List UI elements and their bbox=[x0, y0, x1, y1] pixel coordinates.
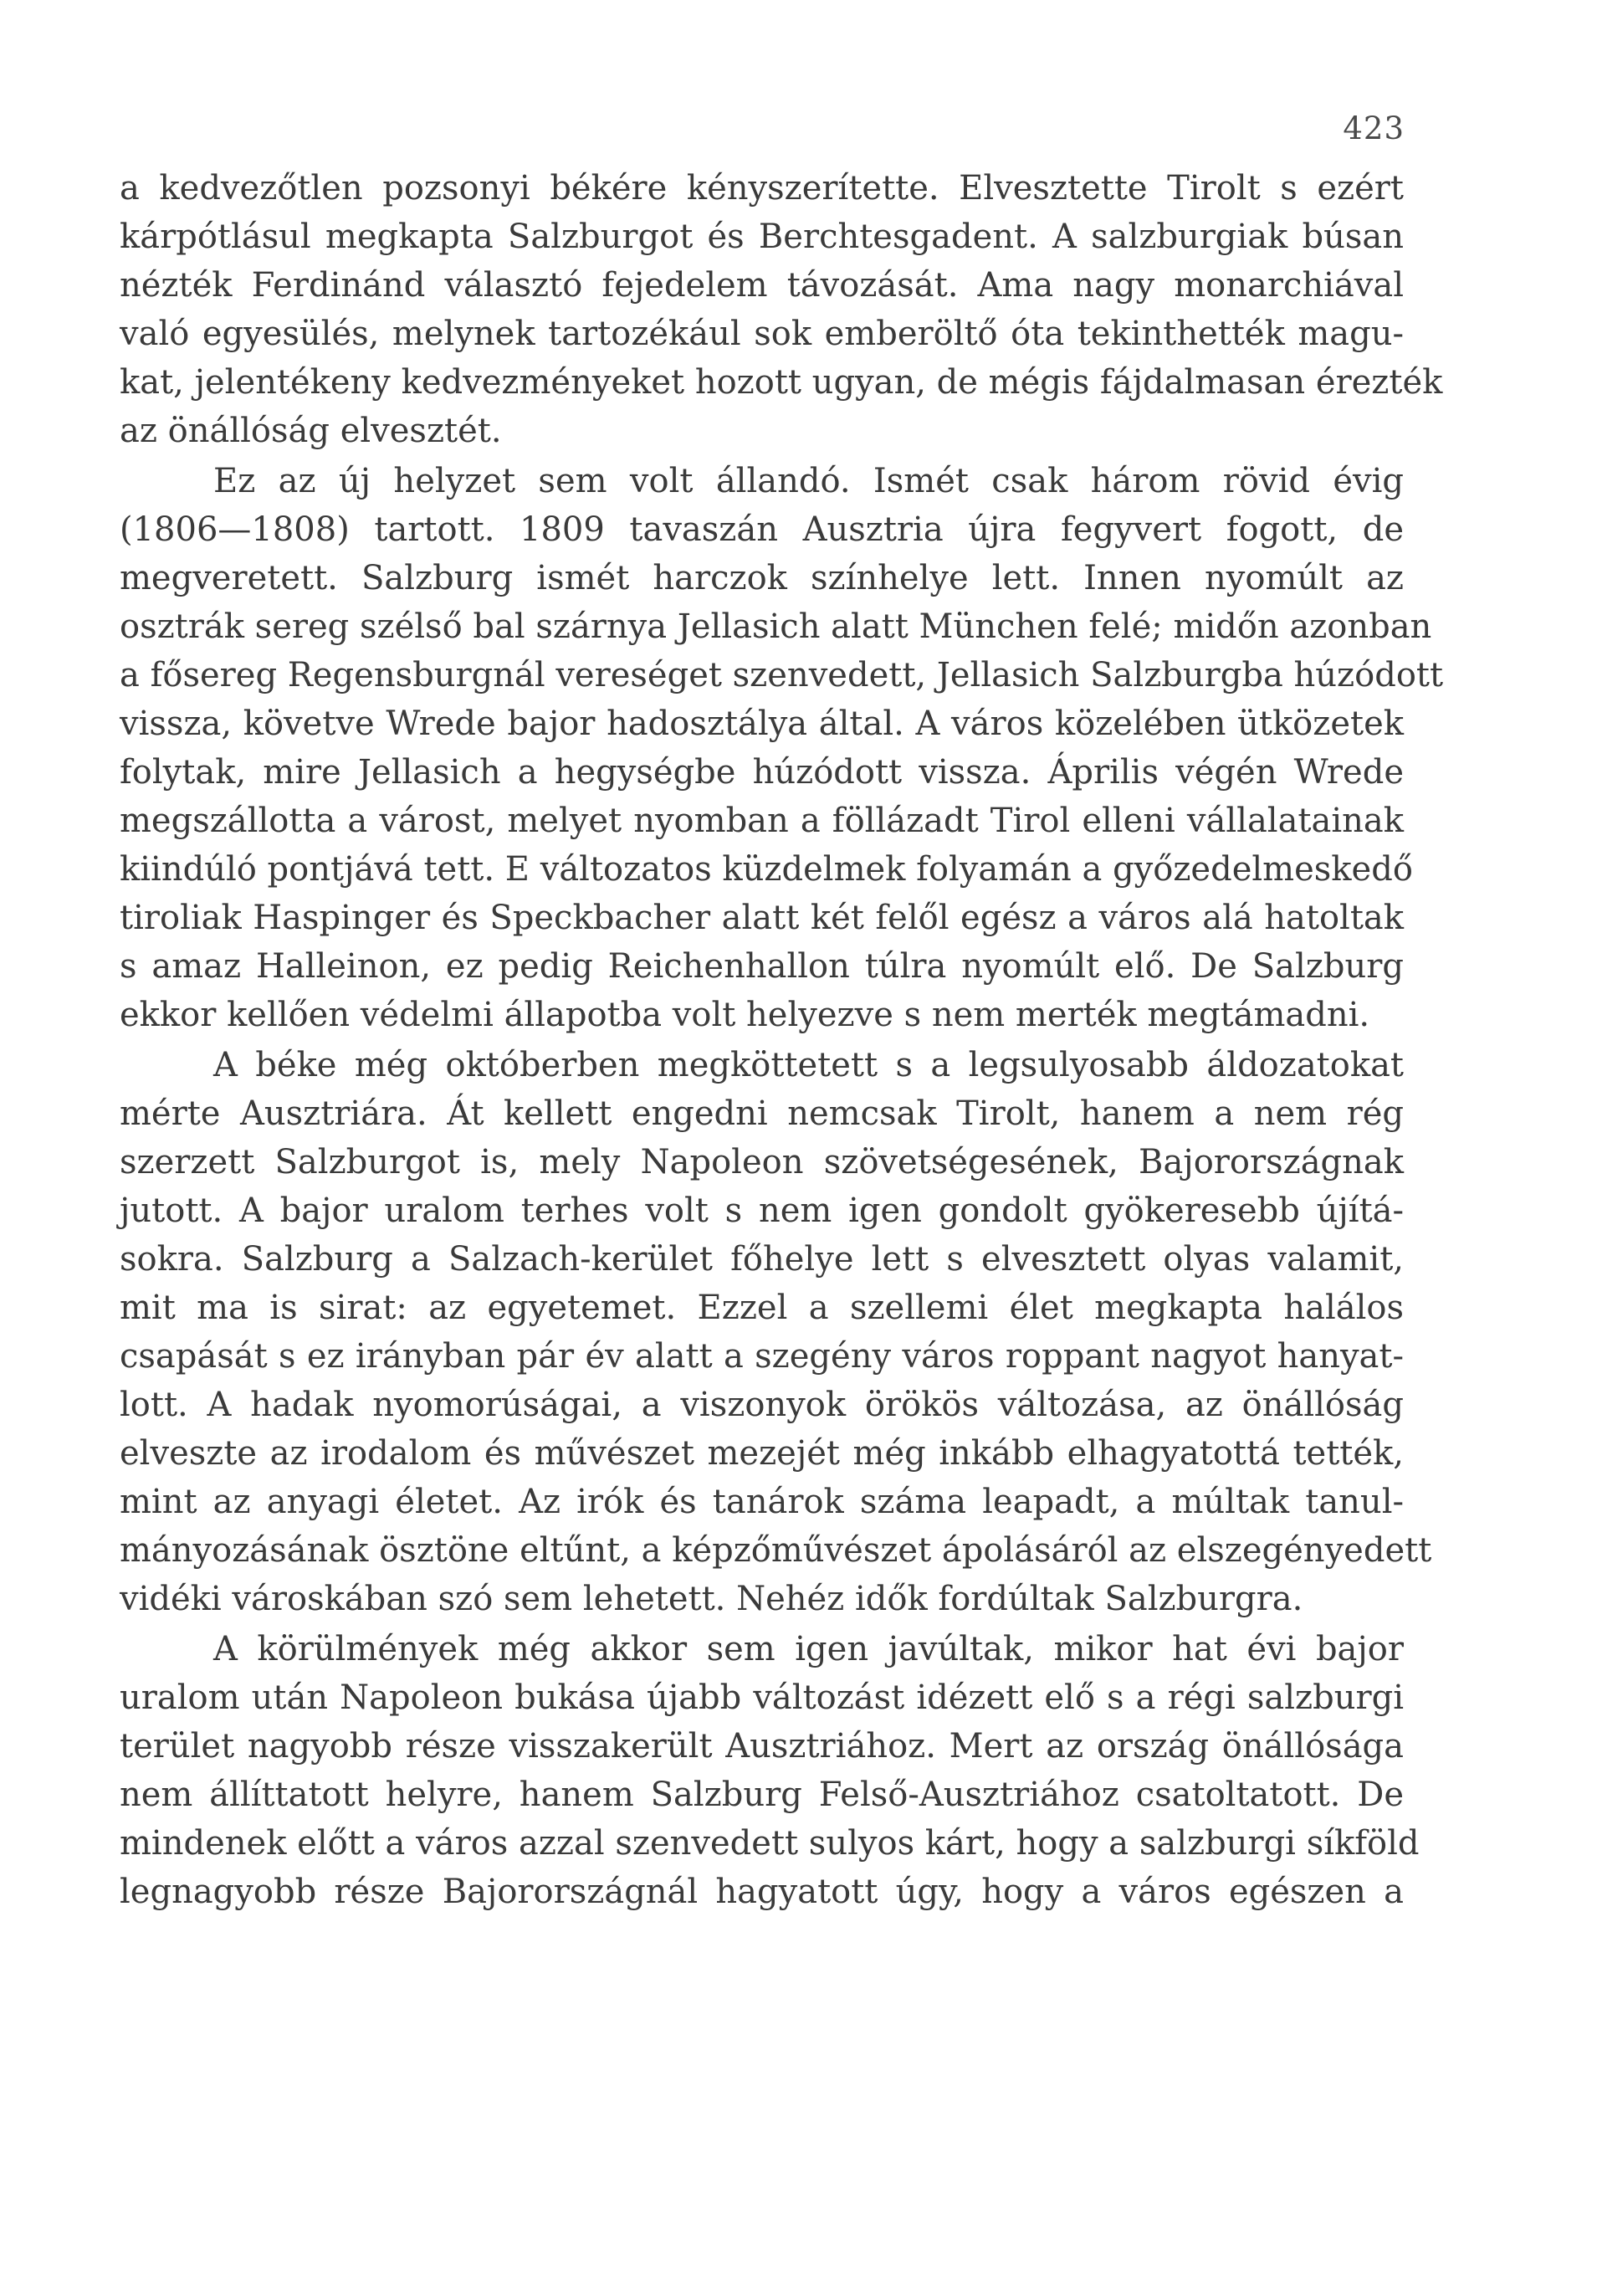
text-line: mit ma is sirat: az egyetemet. Ezzel a szellemi élet megkapta halálos bbox=[120, 1289, 1404, 1327]
text-line: mányozásának ösztöne eltűnt, a képzőművészet ápolásáról az elszegényedett bbox=[120, 1531, 1432, 1570]
text-line: (1806—1808) tartott. 1809 tavaszán Ausztria újra fegyvert fogott, de bbox=[120, 510, 1404, 549]
text-line: mérte Ausztriára. Át kellett engedni nemcsak Tirolt, hanem a nem rég bbox=[120, 1094, 1404, 1133]
text-line: legnagyobb része Bajorországnál hagyatott úgy, hogy a város egészen a bbox=[120, 1873, 1404, 1911]
text-line: elveszte az irodalom és művészet mezejét még inkább elhagyatottá tették, bbox=[120, 1434, 1404, 1473]
text-line: s amaz Halleinon, ez pedig Reichenhallon túlra nyomúlt elő. De Salzburg bbox=[120, 947, 1404, 986]
paragraph-first-line: A béke még októberben megköttetett s a legsulyosabb áldozatokat bbox=[213, 1046, 1404, 1084]
text-line: sokra. Salzburg a Salzach-kerület főhelye lett s elvesztett olyas valamit, bbox=[120, 1240, 1404, 1279]
text-line: osztrák sereg szélső bal szárnya Jellasich alatt München felé; midőn azonban bbox=[120, 607, 1432, 646]
paragraph-first-line: A körülmények még akkor sem igen javúltak, mikor hat évi bajor bbox=[213, 1630, 1404, 1668]
text-line: ekkor kellően védelmi állapotba volt helyezve s nem merték megtámadni. bbox=[120, 996, 1370, 1034]
text-line: szerzett Salzburgot is, mely Napoleon szövetségesének, Bajorországnak bbox=[120, 1143, 1404, 1181]
text-line: nézték Ferdinánd választó fejedelem távozását. Ama nagy monarchiával bbox=[120, 266, 1404, 305]
text-line: megszállotta a várost, melyet nyomban a föllázadt Tirol elleni vállalatainak bbox=[120, 802, 1404, 840]
text-line: az önállóság elvesztét. bbox=[120, 412, 502, 450]
text-line: folytak, mire Jellasich a hegységbe húzódott vissza. Április végén Wrede bbox=[120, 753, 1404, 792]
text-line: uralom után Napoleon bukása újabb változást idézett elő s a régi salzburgi bbox=[120, 1678, 1404, 1717]
text-line: csapását s ez irányban pár év alatt a szegény város roppant nagyot hanyat- bbox=[120, 1337, 1404, 1376]
text-line: a fősereg Regensburgnál vereséget szenvedett, Jellasich Salzburgba húzódott bbox=[120, 656, 1444, 694]
page-number: 423 bbox=[1343, 110, 1405, 146]
text-line: terület nagyobb része visszakerült Ausztriához. Mert az ország önállósága bbox=[120, 1727, 1404, 1766]
text-line: nem állíttatott helyre, hanem Salzburg Felső-Ausztriához csatoltatott. De bbox=[120, 1776, 1404, 1814]
text-line: kárpótlásul megkapta Salzburgot és Berchtesgadent. A salzburgiak búsan bbox=[120, 218, 1404, 256]
text-line: való egyesülés, melynek tartozékául sok emberöltő óta tekinthették magu- bbox=[120, 315, 1404, 353]
text-line: vissza, követve Wrede bajor hadosztálya által. A város közelében ütközetek bbox=[120, 705, 1404, 743]
text-line: tiroliak Haspinger és Speckbacher alatt két felől egész a város alá hatoltak bbox=[120, 899, 1404, 937]
text-line: lott. A hadak nyomorúságai, a viszonyok örökös változása, az önállóság bbox=[120, 1386, 1404, 1424]
text-line: mindenek előtt a város azzal szenvedett sulyos kárt, hogy a salzburgi síkföld bbox=[120, 1824, 1420, 1863]
text-line: a kedvezőtlen pozsonyi békére kényszerítette. Elvesztette Tirolt s ezért bbox=[120, 169, 1404, 208]
text-line: vidéki városkában szó sem lehetett. Nehéz idők fordúltak Salzburgra. bbox=[120, 1580, 1303, 1618]
text-line: mint az anyagi életet. Az irók és tanárok száma leapadt, a múltak tanul- bbox=[120, 1483, 1404, 1521]
text-line: kiindúló pontjává tett. E változatos küzdelmek folyamán a győzedelmeskedő bbox=[120, 850, 1413, 889]
paragraph-first-line: Ez az új helyzet sem volt állandó. Ismét csak három rövid évig bbox=[213, 462, 1404, 500]
text-line: megveretett. Salzburg ismét harczok színhelye lett. Innen nyomúlt az bbox=[120, 559, 1404, 597]
text-line: kat, jelentékeny kedvezményeket hozott ugyan, de mégis fájdalmasan érezték bbox=[120, 363, 1443, 402]
text-line: jutott. A bajor uralom terhes volt s nem igen gondolt gyökeresebb újítá- bbox=[120, 1192, 1404, 1230]
